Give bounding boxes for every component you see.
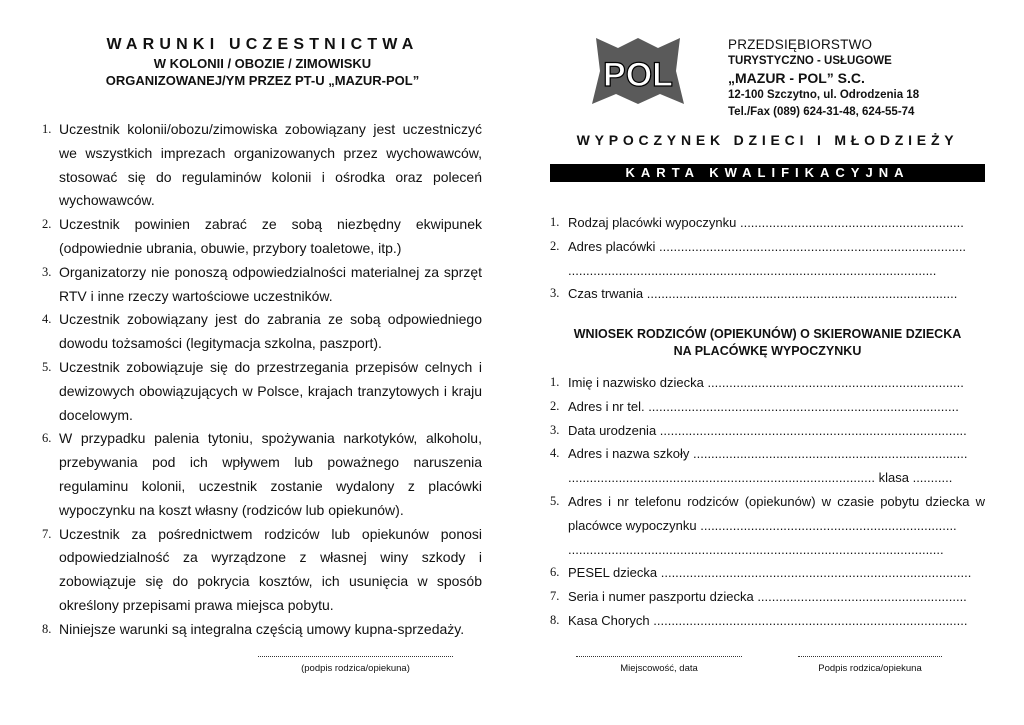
- form-field-text: ..................................................................................... klasa ...........: [568, 470, 953, 486]
- company-line-1: PRZEDSIĘBIORSTWO: [728, 37, 873, 52]
- condition-item-text: Organizatorzy nie ponoszą odpowiedzialności materialnej za sprzęt RTV i inne rzeczy wartościowe uczestników.: [59, 263, 482, 304]
- parent-signature-right: [798, 656, 942, 674]
- condition-item-number: 5.: [42, 359, 52, 374]
- condition-item-number: 1.: [42, 122, 52, 136]
- condition-item-text: Niniejsze warunki są integralna częścią umowy kupna-sprzedaży.: [59, 620, 465, 637]
- form-field: [550, 371, 985, 395]
- form-field-text: Czas trwania ......................................................................................: [568, 286, 958, 302]
- conditions-organizer: ORGANIZOWANEJ/YM PRZEZ PT-U „MAZUR-POL”: [105, 73, 420, 88]
- form-field: [550, 609, 985, 633]
- condition-item-number: 3.: [42, 264, 52, 279]
- form-field-text: Adres i nr telefonu rodziców (opiekunów) w czasie pobytu dziecka w placówce wypoczynku .......................................................................: [568, 493, 985, 533]
- signature-caption: (podpis rodzica/opiekuna): [301, 663, 410, 674]
- company-address: 12-100 Szczytno, ul. Odrodzenia 18: [728, 89, 920, 101]
- place-date-caption: Miejscowość, data: [620, 663, 698, 674]
- form-field-number: 1.: [550, 215, 560, 229]
- form-field: [550, 538, 985, 562]
- placement-fields: [550, 211, 985, 306]
- form-field: [550, 211, 985, 235]
- condition-item: [42, 308, 482, 356]
- form-field: [550, 259, 985, 283]
- form-field-text: Kasa Chorych .......................................................................................: [568, 612, 968, 628]
- condition-item-number: 4.: [42, 312, 52, 327]
- form-field-number: 4.: [550, 446, 560, 461]
- place-date-line: [576, 656, 742, 657]
- qualification-card-banner: KARTA KWALIFIKACYJNA: [550, 164, 985, 182]
- condition-item-text: Uczestnik powinien zabrać ze sobą niezbędny ekwipunek (odpowiednie ubrania, obuwie, przybory toaletowe, itp.): [59, 216, 482, 256]
- condition-item-text: Uczestnik zobowiązany jest do zabrania ze sobą odpowiedniego dowodu tożsamości (legitymacja szkolna, paszport).: [59, 311, 482, 352]
- form-field-text: Seria i numer paszportu dziecka ..........................................................: [568, 589, 967, 605]
- conditions-title-block: [60, 36, 465, 88]
- condition-item-text: W przypadku palenia tytoniu, spożywania narkotyków, alkoholu, przebywania pod ich wpływem lub poważnego naruszenia regulaminu kolonii, uczestnik zostanie wydalony z placówki wypoczynku na koszt własny (rodziców lub opiekunów).: [59, 430, 482, 518]
- condition-item-text: Uczestnik zobowiązuje się do przestrzegania przepisów celnych i dewizowych obowiązujących w Polsce, krajach tranzytowych i kraju docelowym.: [59, 358, 482, 423]
- parent-signature-line: [798, 656, 942, 657]
- form-field-number: 3.: [550, 286, 560, 301]
- company-info: [728, 36, 919, 121]
- condition-item-text: Uczestnik kolonii/obozu/zimowiska zobowiązany jest uczestniczyć we wszystkich imprezach organizowanych przez wychowawców, stosować się do regulaminów kolonii i ośrodka oraz poleceń wychowawców.: [59, 121, 482, 209]
- condition-item: [42, 213, 482, 261]
- request-title-line-1: WNIOSEK RODZICÓW (OPIEKUNÓW) O SKIEROWANIE DZIECKA: [573, 327, 962, 341]
- condition-item-number: 2.: [42, 217, 52, 232]
- condition-item: [42, 523, 482, 618]
- company-phone: Tel./Fax (089) 624-31-48, 624-55-74: [728, 106, 915, 118]
- company-name: „MAZUR - POL” S.C.: [728, 70, 865, 86]
- form-field-number: 5.: [550, 493, 560, 508]
- company-logo: [588, 34, 688, 108]
- form-field: [550, 442, 985, 466]
- form-field: [550, 466, 985, 490]
- pol-logo-icon: [588, 34, 688, 108]
- condition-item: [42, 427, 482, 522]
- condition-item-number: 6.: [42, 431, 52, 446]
- signature-line: [258, 656, 453, 657]
- condition-item-text: Uczestnik za pośrednictwem rodziców lub opiekunów ponosi odpowiedzialność za wyrządzone z własnej winy szkody i zobowiązuje się do pokrycia kosztów, ich usunięcia w sposób określony przepisami prawa miejsca pobytu.: [59, 525, 482, 613]
- form-field-number: 8.: [550, 612, 560, 627]
- form-field-number: 7.: [550, 589, 560, 604]
- form-field: [550, 282, 985, 306]
- form-field-number: 2.: [550, 238, 560, 253]
- condition-item: [42, 118, 482, 213]
- conditions-list: [42, 118, 482, 642]
- form-field-number: 3.: [550, 422, 560, 437]
- form-field: [550, 585, 985, 609]
- form-field-text: ......................................................................................................: [568, 262, 937, 278]
- form-field-text: Rodzaj placówki wypoczynku ..............................................................: [568, 215, 964, 230]
- conditions-subtitle: W KOLONII / OBOZIE / ZIMOWISKU: [153, 56, 372, 71]
- logo-text: POL: [603, 56, 673, 94]
- condition-item-number: 8.: [42, 621, 52, 636]
- company-line-2: TURYSTYCZNO - USŁUGOWE: [728, 55, 892, 67]
- form-field-text: Adres i nr tel. ......................................................................................: [568, 398, 959, 414]
- conditions-title: WARUNKI UCZESTNICTWA: [106, 36, 419, 53]
- form-field-text: ........................................................................................................: [568, 541, 944, 557]
- form-field-number: 1.: [550, 375, 560, 389]
- form-field-text: Data urodzenia .....................................................................................: [568, 422, 967, 438]
- form-field: [550, 235, 985, 259]
- form-field-number: 2.: [550, 398, 560, 413]
- form-field: [550, 395, 985, 419]
- form-field-text: Adres i nazwa szkoły ............................................................................: [568, 446, 968, 462]
- condition-item-number: 7.: [42, 526, 52, 541]
- place-date-signature: [576, 656, 742, 674]
- child-fields: [550, 371, 985, 633]
- condition-item: [42, 356, 482, 427]
- condition-item: [42, 261, 482, 309]
- request-title: [550, 326, 985, 360]
- form-field-text: PESEL dziecka ......................................................................................: [568, 565, 972, 581]
- parent-signature-left: [258, 656, 453, 674]
- condition-item: [42, 618, 482, 642]
- parent-signature-caption: Podpis rodzica/opiekuna: [818, 663, 922, 674]
- form-field-text: Imię i nazwisko dziecka .......................................................................: [568, 375, 964, 390]
- request-title-line-2: NA PLACÓWKĘ WYPOCZYNKU: [673, 344, 862, 358]
- form-field-text: Adres placówki .....................................................................................: [568, 238, 967, 254]
- form-field: [550, 419, 985, 443]
- form-field: [550, 490, 985, 538]
- form-field-number: 6.: [550, 565, 560, 580]
- form-field: [550, 561, 985, 585]
- form-heading: WYPOCZYNEK DZIECI I MŁODZIEŻY: [576, 132, 959, 148]
